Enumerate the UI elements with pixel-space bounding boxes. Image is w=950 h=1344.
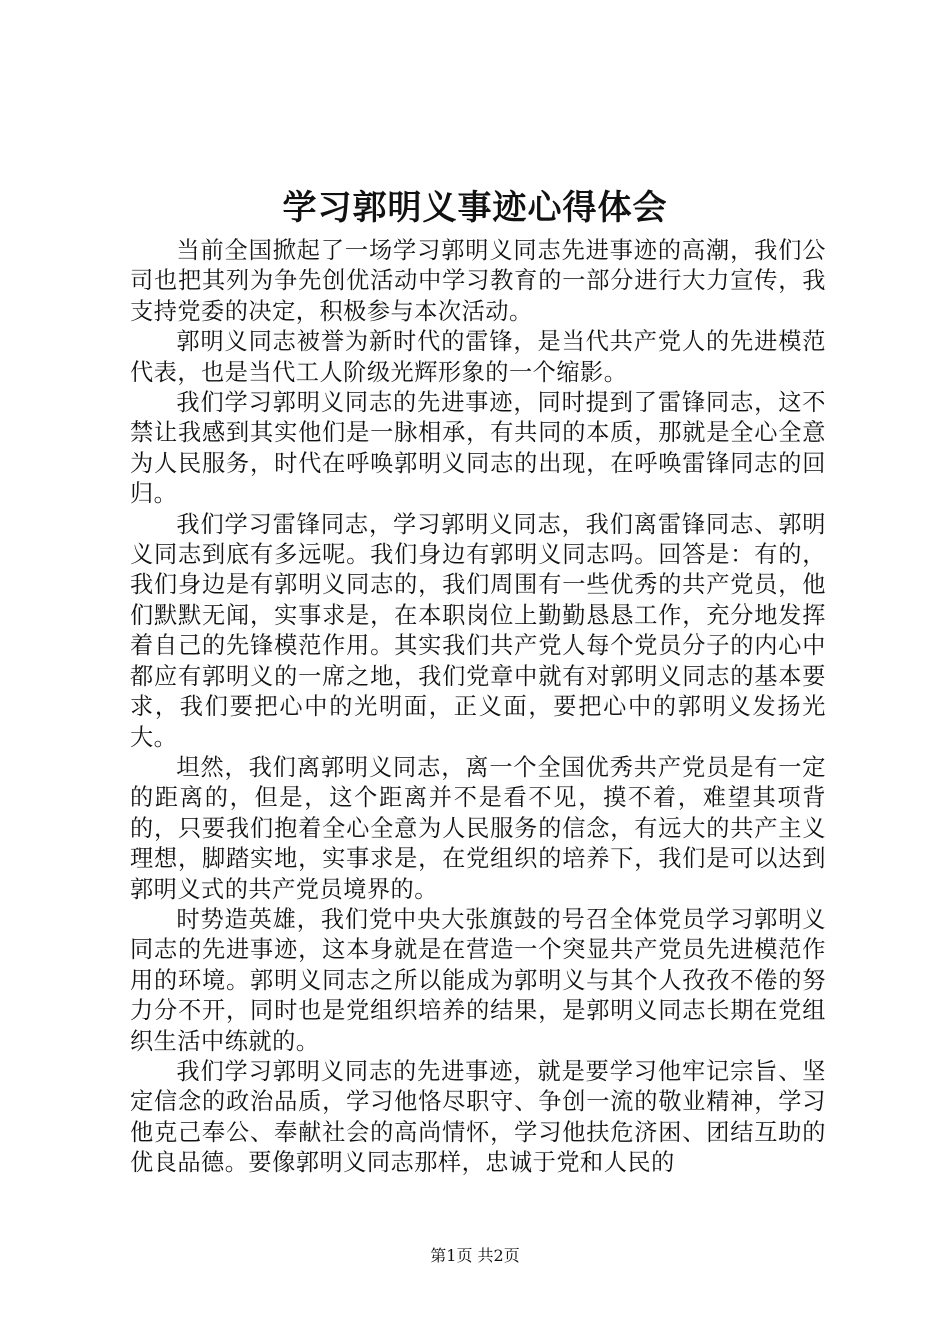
paragraph: 当前全国掀起了一场学习郭明义同志先进事迹的高潮，我们公司也把其列为争先创优活动中学习教育的一部分进行大力宣传，我支持党委的决定，积极参与本次活动。 — [130, 237, 826, 325]
paragraph: 时势造英雄，我们党中央大张旗鼓的号召全体党员学习郭明义同志的先进事迹，这本身就是在营造一个突显共产党员先进模范作用的环境。郭明义同志之所以能成为郭明义与其个人孜孜不倦的努力分不开，同时也是党组织培养的结果，是郭明义同志长期在党组织生活中练就的。 — [130, 905, 826, 1055]
paragraph: 坦然，我们离郭明义同志，离一个全国优秀共产党员是有一定的距离的，但是，这个距离并不是看不见，摸不着，难望其项背的，只要我们抱着全心全意为人民服务的信念，有远大的共产主义理想，脚踏实地，实事求是，在党组织的培养下，我们是可以达到郭明义式的共产党员境界的。 — [130, 753, 826, 903]
paragraph: 郭明义同志被誉为新时代的雷锋，是当代共产党人的先进模范代表，也是当代工人阶级光辉形象的一个缩影。 — [130, 328, 826, 386]
document-body — [130, 236, 826, 1179]
page-title: 学习郭明义事迹心得体会 — [282, 188, 668, 228]
paragraph: 我们学习郭明义同志的先进事迹，就是要学习他牢记宗旨、坚定信念的政治品质，学习他恪尽职守、争创一流的敬业精神，学习他克己奉公、奉献社会的高尚情怀，学习他扶危济困、团结互助的优良品德。要像郭明义同志那样，忠诚于党和人民的 — [130, 1057, 826, 1177]
paragraph: 我们学习郭明义同志的先进事迹，同时提到了雷锋同志，这不禁让我感到其实他们是一脉相承，有共同的本质，那就是全心全意为人民服务，时代在呼唤郭明义同志的出现，在呼唤雷锋同志的回归。 — [130, 389, 826, 508]
paragraph: 我们学习雷锋同志，学习郭明义同志，我们离雷锋同志、郭明义同志到底有多远呢。我们身边有郭明义同志吗。回答是：有的，我们身边是有郭明义同志的，我们周围有一些优秀的共产党员，他们默默无闻，实事求是，在本职岗位上勤勤恳恳工作，充分地发挥着自己的先锋模范作用。其实我们共产党人每个党员分子的内心中都应有郭明义的一席之地，我们党章中就有对郭明义同志的基本要求，我们要把心中的光明面，正义面，要把心中的郭明义发扬光大。 — [130, 510, 826, 751]
page-footer: 第1页 共2页 — [430, 1246, 520, 1265]
